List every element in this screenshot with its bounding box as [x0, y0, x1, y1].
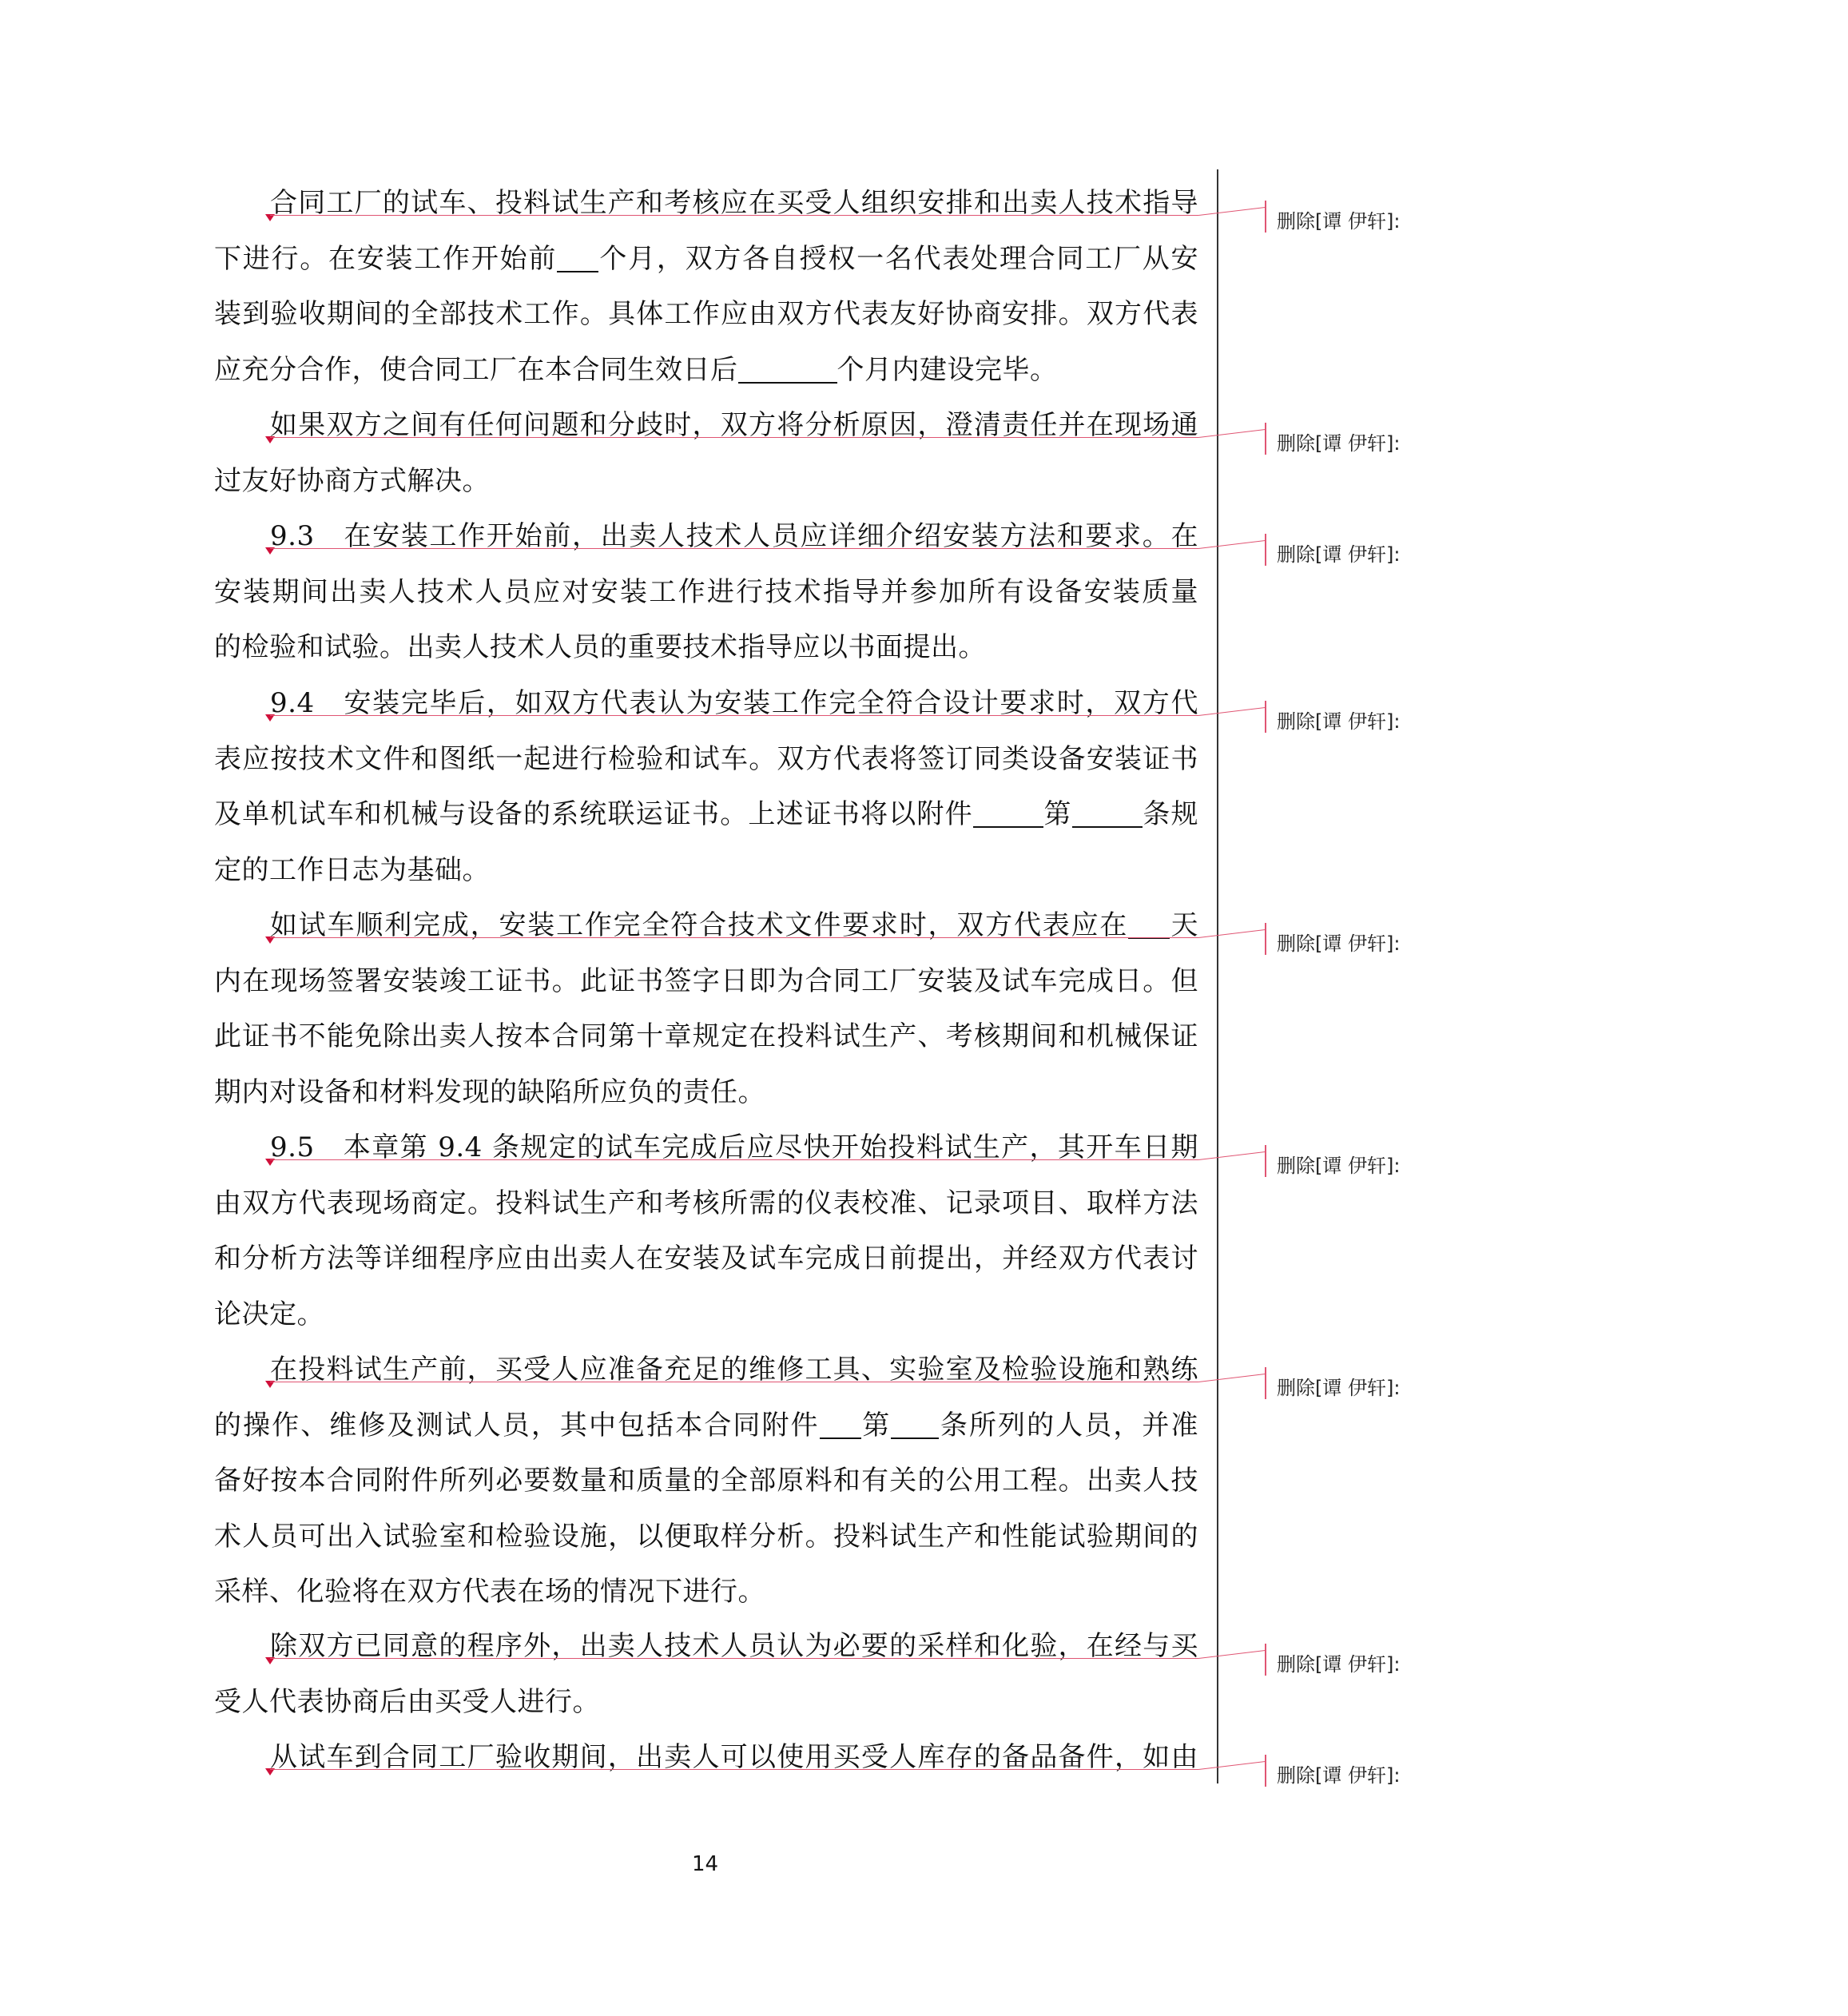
paragraph-9 — [214, 1730, 1198, 1786]
text-line: 合同工厂的试车、投料试生产和考核应在买受人组织安排和出卖人技术指导 — [270, 187, 1198, 219]
comment-connector — [1198, 540, 1265, 549]
text-line: 术人员可出入试验室和检验设施，以便取样分析。投料试生产和性能试验期间的 — [214, 1520, 1198, 1553]
text-line: 受人代表协商后由买受人进行。 — [214, 1685, 600, 1718]
paragraph-1 — [214, 176, 1198, 398]
text-line: 论决定。 — [214, 1298, 324, 1330]
text-line: 由双方代表现场商定。投料试生产和考核所需的仪表校准、记录项目、取样方法 — [214, 1187, 1198, 1219]
comment-bubble[interactable]: 删除[谭 伊轩]: — [1277, 1155, 1401, 1177]
fill-blank — [557, 244, 598, 272]
paragraph-5 — [214, 898, 1198, 1120]
text-line: 9.5 本章第 9.4 条规定的试车完成后应尽快开始投料试生产，其开车日期 — [270, 1131, 1198, 1163]
comment-bubble[interactable]: 删除[谭 伊轩]: — [1277, 710, 1401, 733]
text-line: 安装期间出卖人技术人员应对安装工作进行技术指导并参加所有设备安装质量 — [214, 575, 1198, 608]
comment-bubble[interactable]: 删除[谭 伊轩]: — [1277, 543, 1401, 566]
paragraph-7 — [214, 1342, 1198, 1620]
comment-connector — [1198, 207, 1265, 216]
comment-bubble[interactable]: 删除[谭 伊轩]: — [1277, 1653, 1401, 1676]
fill-blank — [1128, 910, 1170, 939]
comment-connector — [1198, 929, 1265, 938]
text-line: 备好按本合同附件所列必要数量和质量的全部原料和有关的公用工程。出卖人技 — [214, 1465, 1198, 1497]
comment-bar — [1265, 923, 1266, 955]
text-line: 期内对设备和材料发现的缺陷所应负的责任。 — [214, 1076, 765, 1108]
text-line: 如试车顺利完成，安装工作完全符合技术文件要求时，双方代表应在 天 — [270, 909, 1199, 941]
fill-blank — [1072, 799, 1143, 828]
tracked-change-underline — [270, 437, 1198, 438]
text-line: 除双方已同意的程序外，出卖人技术人员认为必要的采样和化验，在经与买 — [270, 1630, 1198, 1662]
text-line: 的检验和试验。出卖人技术人员的重要技术指导应以书面提出。 — [214, 631, 986, 663]
text-line: 的操作、维修及测试人员，其中包括本合同附件 第 条所列的人员，并准 — [214, 1409, 1198, 1441]
text-line: 定的工作日志为基础。 — [214, 853, 490, 886]
text-line: 在投料试生产前，买受人应准备充足的维修工具、实验室及检验设施和熟练 — [270, 1354, 1198, 1386]
paragraph-9-5 — [214, 1120, 1198, 1342]
text-line: 9.4 安装完毕后，如双方代表认为安装工作完全符合设计要求时，双方代 — [270, 687, 1198, 719]
text-line: 表应按技术文件和图纸一起进行检验和试车。双方代表将签订同类设备安装证书 — [214, 742, 1198, 775]
paragraph-2 — [214, 398, 1198, 509]
text-line: 从试车到合同工厂验收期间，出卖人可以使用买受人库存的备品备件，如由 — [270, 1741, 1198, 1773]
paragraph-9-3 — [214, 509, 1198, 676]
comment-connector — [1198, 707, 1265, 716]
fill-blank — [820, 1410, 861, 1439]
comment-bar — [1265, 1644, 1266, 1676]
text-line: 装到验收期间的全部技术工作。具体工作应由双方代表友好协商安排。双方代表 — [214, 298, 1198, 330]
tracked-change-underline — [270, 548, 1198, 549]
comment-bar — [1265, 423, 1266, 455]
margin-rule — [1217, 169, 1218, 1783]
comment-bar — [1265, 201, 1266, 233]
text-line: 下进行。在安装工作开始前 个月，双方各自授权一名代表处理合同工厂从安 — [214, 242, 1199, 275]
comment-bar — [1265, 701, 1266, 733]
text-line: 及单机试车和机械与设备的系统联运证书。上述证书将以附件 第 条规 — [214, 798, 1199, 830]
tracked-change-underline — [270, 1658, 1198, 1659]
text-line: 应充分合作，使合同工厂在本合同生效日后 个月内建设完毕。 — [214, 353, 1058, 386]
comment-bar — [1265, 1755, 1266, 1787]
comment-connector — [1198, 1650, 1265, 1659]
comment-connector — [1198, 1761, 1265, 1770]
text-line: 此证书不能免除出卖人按本合同第十章规定在投料试生产、考核期间和机械保证 — [214, 1020, 1198, 1052]
comment-bubble[interactable]: 删除[谭 伊轩]: — [1277, 1764, 1401, 1787]
tracked-change-underline — [270, 937, 1198, 938]
tracked-change-underline — [270, 1159, 1198, 1160]
text-line: 如果双方之间有任何问题和分歧时，双方将分析原因，澄清责任并在现场通 — [270, 409, 1198, 441]
fill-blank — [973, 799, 1043, 828]
comment-bubble[interactable]: 删除[谭 伊轩]: — [1277, 1377, 1401, 1399]
comment-bar — [1265, 534, 1266, 566]
comment-connector — [1198, 429, 1265, 438]
comment-connector — [1198, 1151, 1265, 1160]
comment-bar — [1265, 1367, 1266, 1399]
comment-connector — [1198, 1374, 1265, 1382]
comment-bubble[interactable]: 删除[谭 伊轩]: — [1277, 210, 1401, 233]
text-line: 内在现场签署安装竣工证书。此证书签字日即为合同工厂安装及试车完成日。但 — [214, 964, 1198, 997]
paragraph-8 — [214, 1619, 1198, 1730]
fill-blank — [738, 355, 837, 384]
text-line: 和分析方法等详细程序应由出卖人在安装及试车完成日前提出，并经双方代表讨 — [214, 1243, 1198, 1274]
fill-blank — [891, 1410, 939, 1439]
comment-bar — [1265, 1145, 1266, 1177]
text-line: 过友好协商方式解决。 — [214, 464, 490, 497]
tracked-change-underline — [270, 215, 1198, 216]
paragraph-9-4 — [214, 676, 1198, 898]
comment-bubble[interactable]: 删除[谭 伊轩]: — [1277, 432, 1401, 455]
page-number: 14 — [692, 1852, 719, 1876]
text-line: 采样、化验将在双方代表在场的情况下进行。 — [214, 1576, 765, 1608]
comment-bubble[interactable]: 删除[谭 伊轩]: — [1277, 932, 1401, 955]
tracked-change-underline — [270, 715, 1198, 716]
tracked-change-underline — [270, 1769, 1198, 1770]
text-line: 9.3 在安装工作开始前，出卖人技术人员应详细介绍安装方法和要求。在 — [270, 520, 1198, 552]
